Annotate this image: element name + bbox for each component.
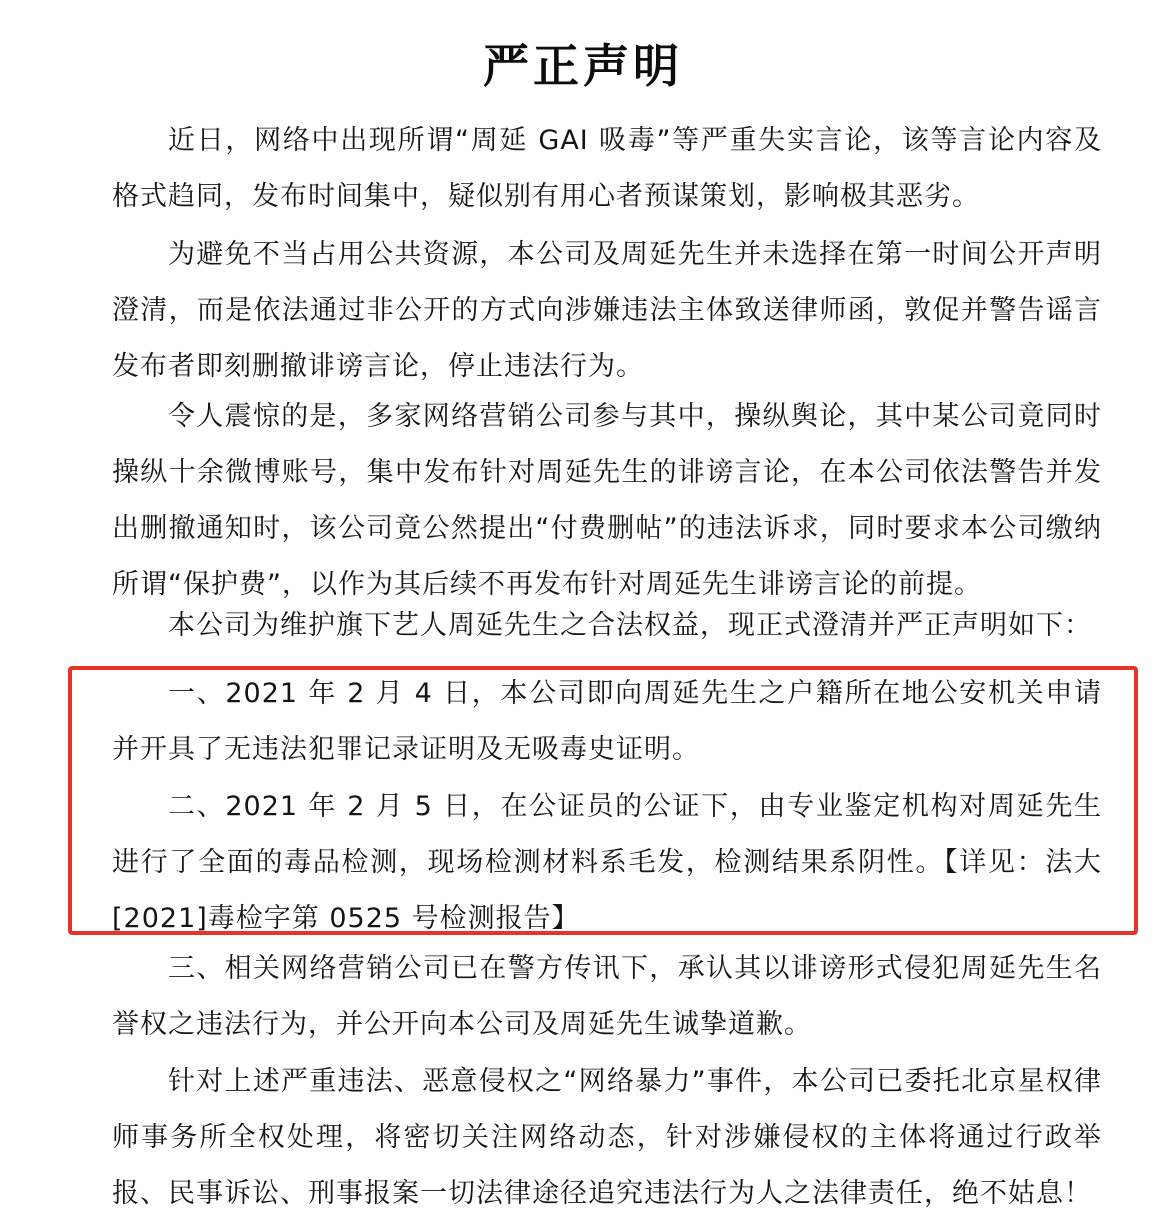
paragraph-point-three: 三、相关网络营销公司已在警方传讯下，承认其以诽谤形式侵犯周延先生名誉权之违法行为，并公开向本公司及周延先生诚挚道歉。 bbox=[112, 953, 1102, 1040]
statement-title: 严正声明 bbox=[483, 39, 683, 93]
paragraph-marketing-companies: 令人震惊的是，多家网络营销公司参与其中，操纵舆论，其中某公司竟同时操纵十余微博账号，集中发布针对周延先生的诽谤言论，在本公司依法警告并发出删撤通知时，该公司竟公然提出“付费删帖”的违法诉求，同时要求本公司缴纳所谓“保护费”，以作为其后续不再发布针对周延先生诽谤言论的前提。 bbox=[112, 401, 1102, 600]
paragraph-intro: 近日，网络中出现所谓“周延 GAI 吸毒”等严重失实言论，该等言论内容及格式趋同，发布时间集中，疑似别有用心者预谋策划，影响极其恶劣。 bbox=[112, 125, 1102, 212]
paragraph-legal-action: 针对上述严重违法、恶意侵权之“网络暴力”事件，本公司已委托北京星权律师事务所全权处理，将密切关注网络动态，针对涉嫌侵权的主体将通过行政举报、民事诉讼、刑事报案一切法律途径追究违法行为人之法律责任，绝不姑息！ bbox=[112, 1066, 1102, 1209]
paragraph-point-one: 一、2021 年 2 月 4 日，本公司即向周延先生之户籍所在地公安机关申请并开具了无违法犯罪记录证明及无吸毒史证明。 bbox=[112, 678, 1102, 765]
paragraph-declaration-intro: 本公司为维护旗下艺人周延先生之合法权益，现正式澄清并严正声明如下： bbox=[168, 610, 1092, 641]
paragraph-lawyer-letter: 为避免不当占用公共资源，本公司及周延先生并未选择在第一时间公开声明澄清，而是依法通过非公开的方式向涉嫌违法主体致送律师函，敦促并警告谣言发布者即刻删撤诽谤言论，停止违法行为。 bbox=[112, 239, 1102, 382]
paragraph-point-two: 二、2021 年 2 月 5 日，在公证员的公证下，由专业鉴定机构对周延先生进行了全面的毒品检测，现场检测材料系毛发，检测结果系阴性。【详见：法大[2021]毒检字第 0525 号检测报告】 bbox=[112, 791, 1102, 934]
